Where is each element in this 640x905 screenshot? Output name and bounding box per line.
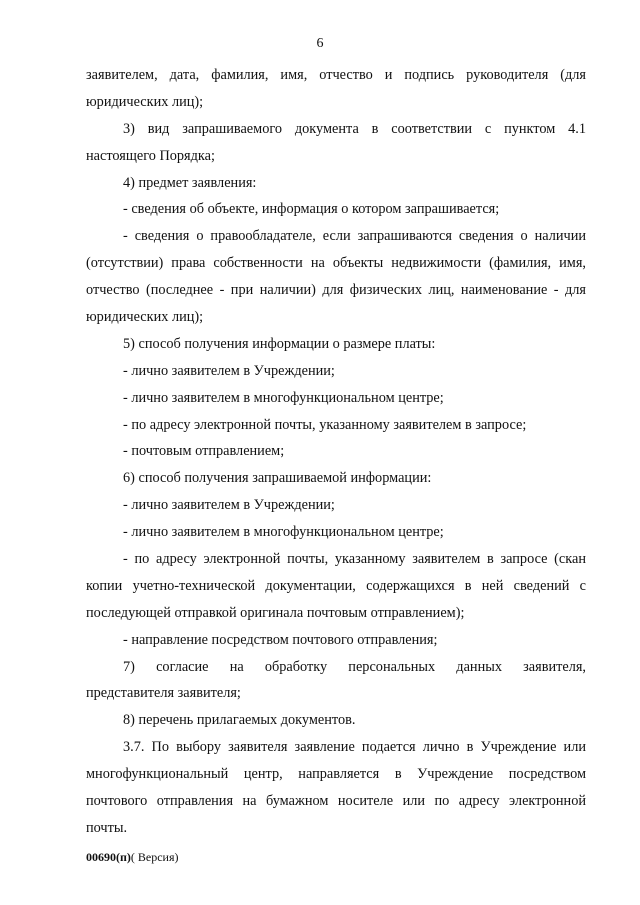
text-line: 6) способ получения запрашиваемой информации: — [123, 470, 432, 487]
text-line: 7) согласие на обработку персональных данных заявителя, — [123, 658, 586, 675]
text-line: - по адресу электронной почты, указанному заявителем в запросе (скан — [123, 551, 586, 568]
text-line: представителя заявителя; — [86, 685, 241, 702]
text-line: последующей отправкой оригинала почтовым отправлением); — [86, 604, 465, 621]
text-line: 3.7. По выбору заявителя заявление подается лично в Учреждение или — [123, 739, 586, 756]
document-body — [86, 62, 586, 842]
document-version: ( Версия) — [130, 850, 179, 864]
text-line: 3) вид запрашиваемого документа в соответствии с пунктом 4.1 — [123, 120, 586, 137]
text-line: 5) способ получения информации о размере платы: — [123, 335, 436, 352]
text-line: копии учетно-технической документации, содержащихся в ней сведений с — [86, 577, 586, 594]
text-line: - лично заявителем в многофункциональном центре; — [123, 389, 444, 406]
text-line: почты. — [86, 819, 128, 836]
text-line: - почтовым отправлением; — [123, 443, 285, 460]
text-line: настоящего Порядка; — [86, 147, 215, 164]
text-line: 4) предмет заявления: — [123, 174, 257, 191]
text-line: - направление посредством почтового отправления; — [123, 631, 438, 648]
text-line: многофункциональный центр, направляется в Учреждение посредством — [86, 766, 586, 783]
text-line: - по адресу электронной почты, указанному заявителем в запросе; — [123, 416, 527, 433]
text-line: заявителем, дата, фамилия, имя, отчество и подпись руководителя (для — [86, 67, 586, 83]
text-line: юридических лиц); — [86, 93, 204, 110]
text-line: юридических лиц); — [86, 309, 204, 326]
text-line: - сведения о правообладателе, если запрашиваются сведения о наличии — [123, 228, 586, 245]
text-line: - сведения об объекте, информация о котором запрашивается; — [123, 201, 500, 218]
text-line: - лично заявителем в многофункциональном центре; — [123, 524, 444, 541]
text-line: - лично заявителем в Учреждении; — [123, 362, 335, 379]
document-code: 00690(п) — [86, 850, 131, 864]
text-line: - лично заявителем в Учреждении; — [123, 497, 335, 514]
document-footer — [86, 850, 179, 865]
text-line: 8) перечень прилагаемых документов. — [123, 712, 356, 729]
text-line: отчество (последнее - при наличии) для физических лиц, наименование - для — [86, 282, 586, 299]
text-line: почтового отправления на бумажном носителе или по адресу электронной — [86, 793, 586, 810]
text-line: (отсутствии) права собственности на объекты недвижимости (фамилия, имя, — [86, 255, 586, 272]
page-number: 6 — [316, 36, 324, 51]
